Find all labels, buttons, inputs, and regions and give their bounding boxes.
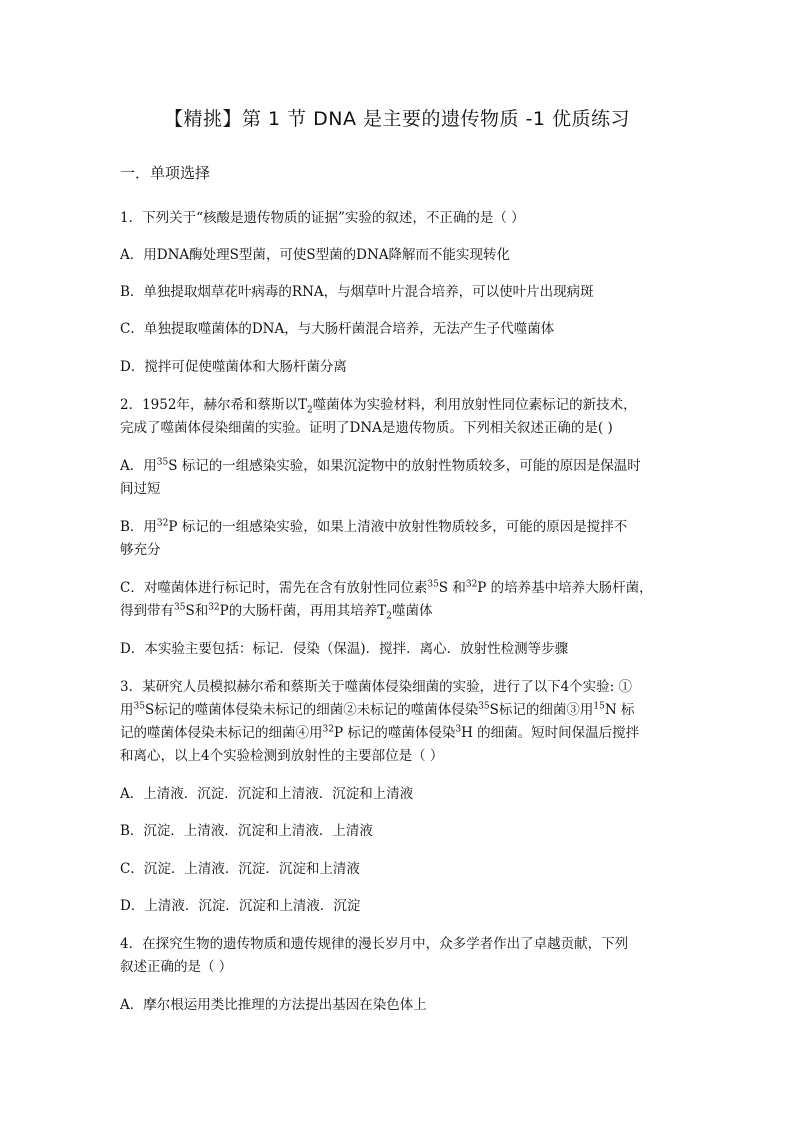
superscript: 15: [593, 701, 605, 712]
text-run: P 标记的噬菌体侵染: [333, 725, 456, 741]
question-2-stem-line-1: [120, 393, 686, 417]
text-run: S 和: [438, 580, 466, 596]
superscript: 3: [455, 724, 462, 735]
text-run: 用: [120, 702, 134, 718]
text-run: P的大肠杆菌，再用其培养T: [219, 603, 387, 619]
question-3-option-c: C．沉淀．上清液．沉淀．沉淀和上清液: [120, 861, 360, 877]
question-3-stem-line-3: [120, 721, 686, 745]
question-3-option-b: B．沉淀．上清液．沉淀和上清液．上清液: [120, 823, 373, 839]
question-2-stem-line-2: 完成了噬菌体侵染细菌的实验。证明了DNA是遗传物质。下列相关叙述正确的是( ): [120, 420, 613, 436]
subscript: 2: [386, 611, 392, 622]
section-heading: 一．单项选择: [120, 164, 211, 182]
question-3-option-d: D．上清液．沉淀．沉淀和上清液．沉淀: [120, 898, 361, 914]
text-run: C．对噬菌体进行标记时，需先在含有放射性同位素: [120, 580, 428, 596]
question-4-option-a: A．摩尔根运用类比推理的方法提出基因在染色体上: [120, 997, 427, 1013]
superscript: 35: [174, 602, 186, 613]
text-run: S和: [185, 603, 209, 619]
question-3-stem-line-4: 和离心，以上4个实验检测到放射性的主要部位是（ ）: [120, 748, 444, 764]
text-run: S标记的细菌③用: [489, 702, 594, 718]
superscript: 35: [156, 457, 169, 468]
text-run: A．用: [120, 458, 157, 474]
superscript: 35: [478, 701, 490, 712]
question-2-option-a-line-2: 间过短: [120, 481, 161, 497]
superscript: 35: [133, 701, 145, 712]
text-run: H 的细菌。短时间保温后搅拌: [461, 725, 640, 741]
question-1-option-b: B．单独提取烟草花叶病毒的RNA，与烟草叶片混合培养，可以使叶片出现病斑: [120, 284, 594, 300]
text-run: N 标: [604, 702, 635, 718]
question-3-stem-line-2: [120, 698, 686, 722]
superscript: 35: [427, 579, 439, 590]
page-title: 【精挑】第 1 节 DNA 是主要的遗传物质 -1 优质练习: [163, 108, 631, 130]
question-3-option-a: A．上清液．沉淀．沉淀和上清液．沉淀和上清液: [120, 786, 414, 802]
question-1-option-d: D．搅拌可促使噬菌体和大肠杆菌分离: [120, 359, 347, 375]
text-run: P 标记的一组感染实验，如果上清液中放射性物质较多，可能的原因是搅拌不: [168, 519, 628, 535]
question-2-option-c-line-2: [120, 599, 686, 623]
text-run: S 标记的一组感染实验，如果沉淀物中的放射性物质较多，可能的原因是保温时: [168, 458, 641, 474]
text-run: 噬菌体为实验材料，利用放射性同位素标记的新技术，: [312, 397, 637, 413]
question-4-stem-line-2: 叙述正确的是（ ）: [120, 959, 233, 975]
question-1-stem: 1．下列关于“核酸是遗传物质的证据”实验的叙述，不正确的是（ ）: [120, 210, 525, 226]
superscript: 32: [156, 518, 169, 529]
text-run: 记的噬菌体侵染未标记的细菌④用: [120, 725, 323, 741]
question-3-stem-line-1: 3．某研究人员模拟赫尔希和蔡斯关于噬菌体侵染细菌的实验，进行了以下4个实验: ①: [120, 679, 633, 695]
text-run: P 的培养基中培养大肠杆菌，: [477, 580, 653, 596]
question-1-option-c: C．单独提取噬菌体的DNA，与大肠杆菌混合培养，无法产生子代噬菌体: [120, 321, 555, 337]
text-run: 得到带有: [120, 603, 174, 619]
superscript: 32: [208, 602, 220, 613]
question-2-option-b-line-2: 够充分: [120, 542, 161, 558]
text-run: S标记的噬菌体侵染未标记的细菌②未标记的噬菌体侵染: [144, 702, 479, 718]
question-4-stem-line-1: 4．在探究生物的遗传物质和遗传规律的漫长岁月中，众多学者作出了卓越贡献，下列: [120, 936, 629, 952]
superscript: 32: [322, 724, 334, 735]
question-2-option-d: D．本实验主要包括：标记．侵染（保温)．搅拌．离心．放射性检测等步骤: [120, 641, 569, 657]
superscript: 32: [465, 579, 478, 590]
subscript: 2: [306, 405, 313, 416]
text-run: 2．1952年，赫尔希和蔡斯以T: [120, 397, 307, 413]
text-run: B．用: [120, 519, 157, 535]
question-2-option-a-line-1: [120, 454, 686, 478]
question-1-option-a: A．用DNA酶处理S型菌，可使S型菌的DNA降解而不能实现转化: [120, 247, 511, 263]
question-2-option-b-line-1: [120, 515, 686, 539]
text-run: 噬菌体: [391, 603, 433, 619]
question-2-option-c-line-1: [120, 576, 686, 600]
